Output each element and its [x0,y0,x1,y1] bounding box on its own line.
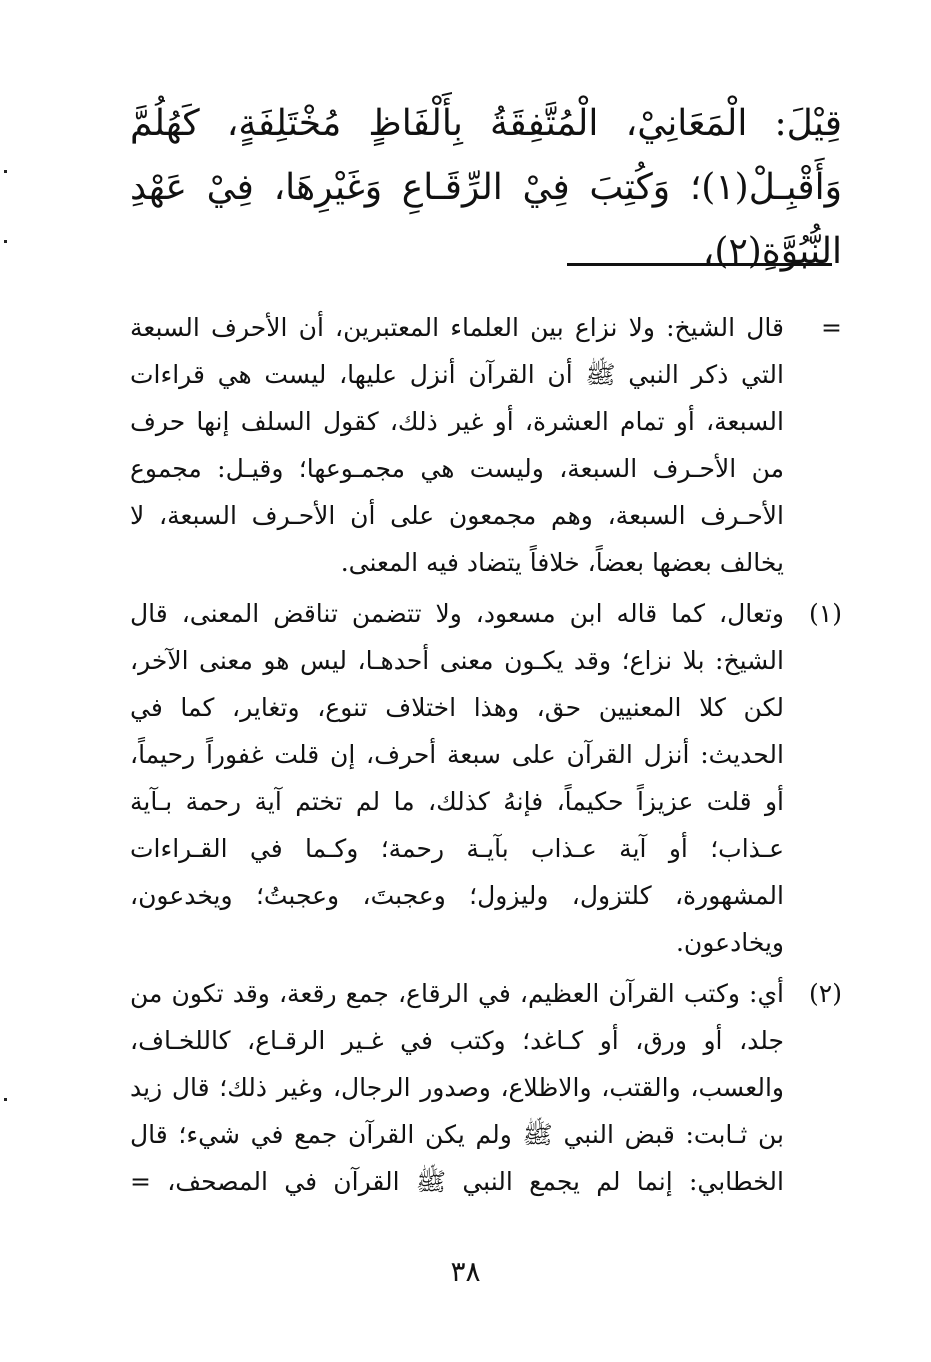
footnote-1 [130,590,842,966]
footnote-marker: (٢) [809,979,842,1008]
footnotes [130,304,842,1209]
footnote-continuation [130,304,842,586]
footnote-text: وتعال، كما قاله ابن مسعود، ولا تتضمن تناقض المعنى، قال الشيخ: بلا نزاع؛ وقد يكـون معنى أحدهـا، ليس هو معنى الآخر، لكن كلا المعنيين حق، وهذا اختلاف تنوع، وتغاير، كما في الحديث: أنزل القرآن على سبعة أحرف، إن قلت غفوراً رحيماً، أو قلت عزيزاً حكيماً، فإنهُ كذلك، ما لم تختم آية رحمة بـآية عـذاب؛ أو آية عـذاب بآيـة رحمة؛ وكـما في القـراءات المشهورة، كلتزول، وليزول؛ وعجبتَ، وعجبتُ؛ ويخدعون، ويخادعون. [130,599,784,957]
page-number: ٣٨ [450,1255,481,1288]
footnote-marker: (١) [809,599,842,628]
footnote-text: قال الشيخ: ولا نزاع بين العلماء المعتبرين، أن الأحرف السبعة التي ذكر النبي ﷺ أن القرآن أنزل عليها، ليست هي قراءات السبعة، أو تمام العشرة، أو غير ذلك، كقول السلف إنها حرف من الأحـرف السبعة، وليست هي مجمـوعها؛ وقيـل: مجموع الأحـرف السبعة، وهم مجمعون على أن الأحـرف السبعة، لا يخالف بعضها بعضاً، خلافاً يتضاد فيه المعنى. [130,313,784,577]
footnote-text: أي: وكتب القرآن العظيم، في الرقاع، جمع رقعة، وقد تكون من جلد، أو ورق، أو كـاغد؛ وكتب في غـير الرقـاع، كاللخـاف، والعسب، والقتب، والاظلاع، وصدور الرجال، وغير ذلك؛ قال زيد بن ثـابت: قبض النبي ﷺ ولم يكن القرآن جمع في شيء؛ قال الخطابي: إنما لم يجمع النبي ﷺ القرآن في المصحف، = [130,979,784,1196]
scan-speck [4,170,7,173]
scan-speck [4,1098,7,1101]
main-text: قِيْلَ: الْمَعَانِيْ، الْمُتَّفِقَةُ بِأَلْفَاظٍ مُخْتَلِفَةٍ، كَهُلُمَّ وَأَقْبِـلْ(١)؛ وَكُتِبَ فِيْ الرِّقَـاعِ وَغَيْرِهَا، فِيْ عَهْدِ النُّبُوَّةِ(٢)، [130,103,842,272]
scan-speck [4,240,7,243]
footnote-separator [567,263,832,266]
footnote-marker: = [821,313,842,342]
footnote-2 [130,970,842,1205]
